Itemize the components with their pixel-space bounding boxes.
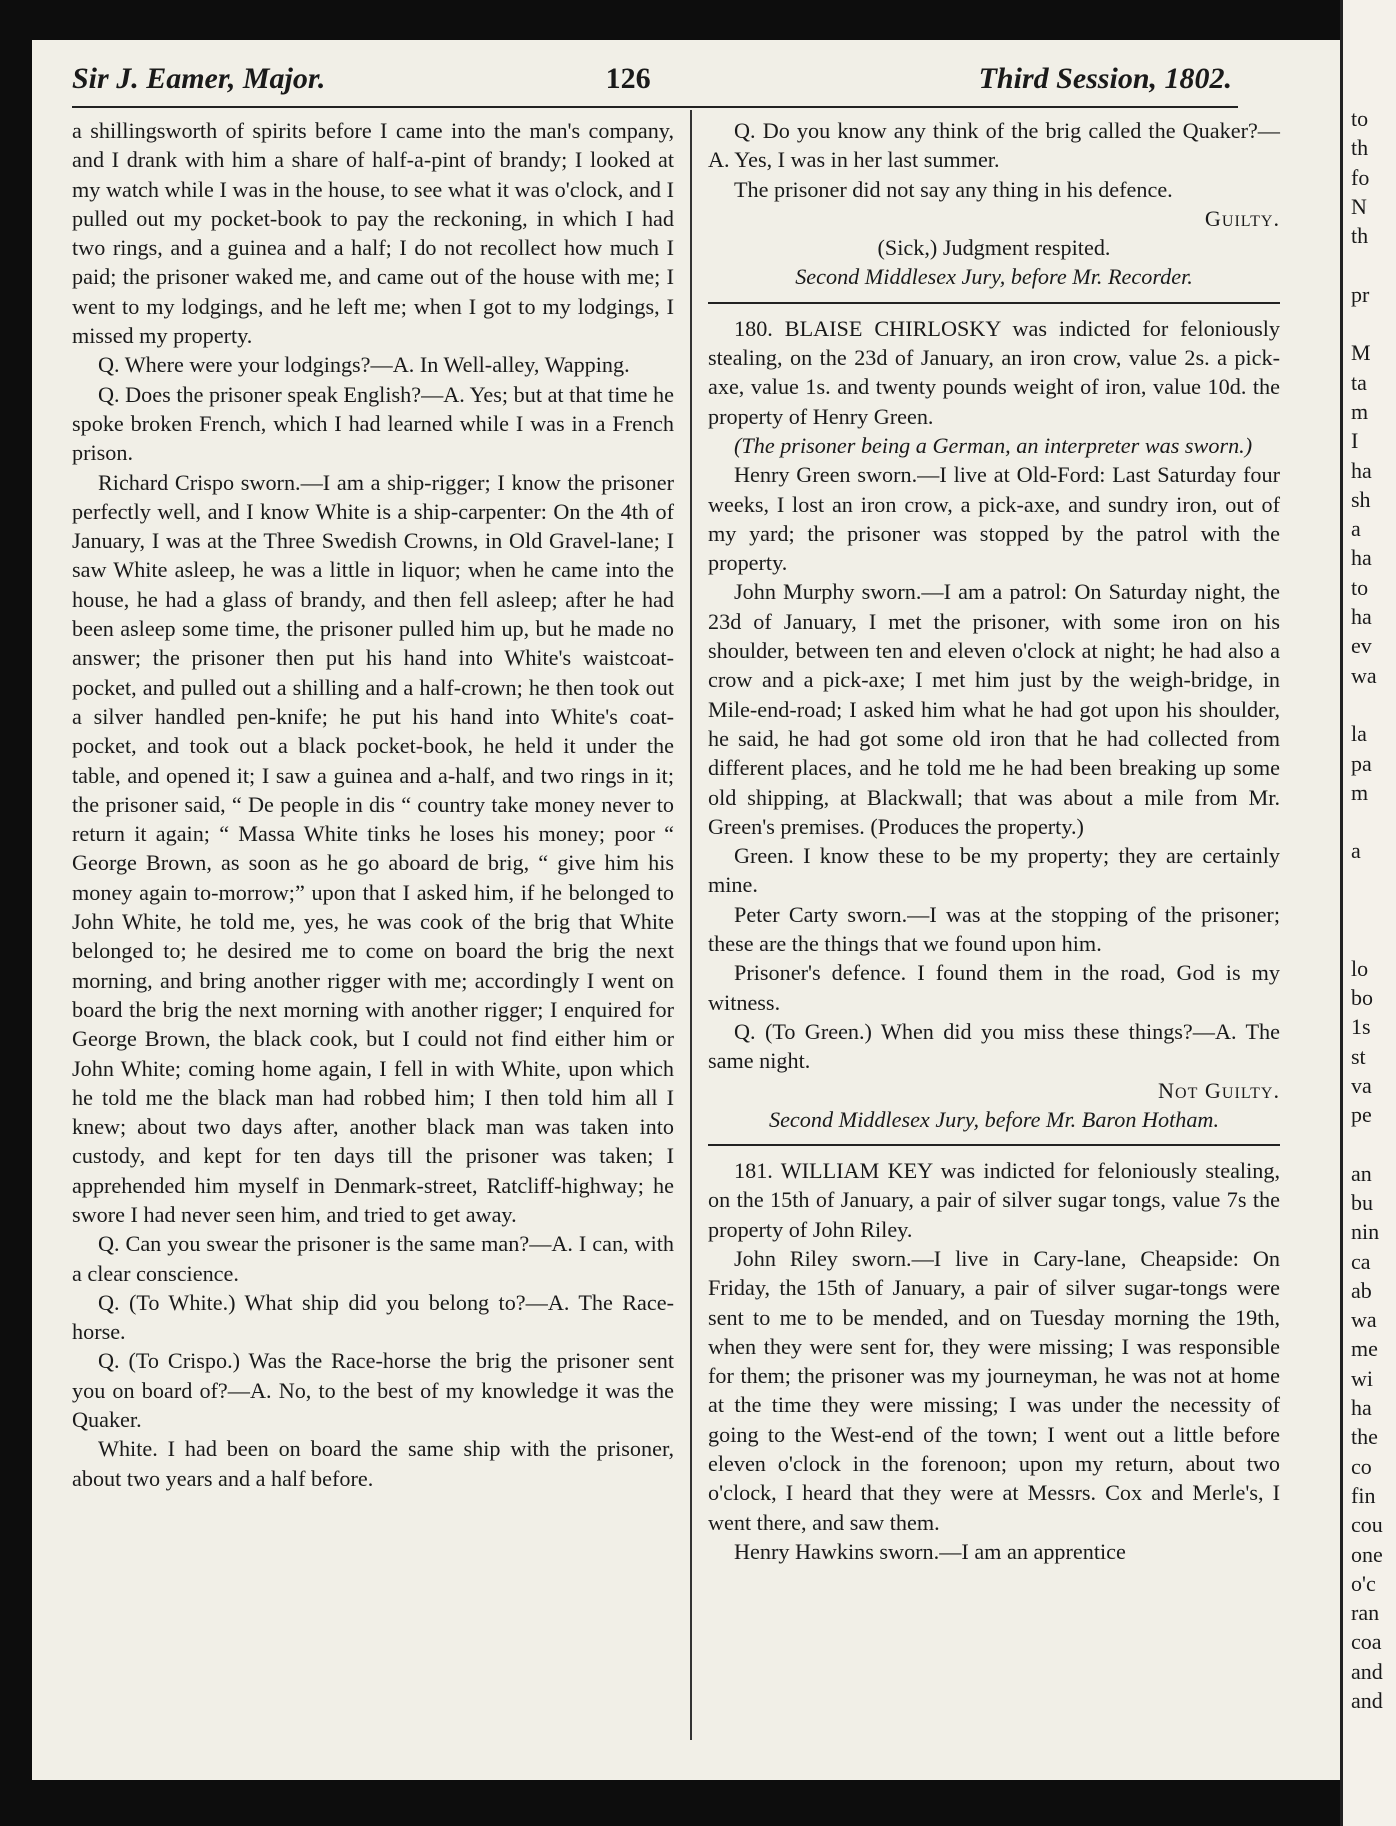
paragraph: John Riley sworn.—I live in Cary-lane, Cheapside: On Friday, the 15th of January, a pair of silver sugar-tongs were sent to me to be mended, and on Tuesday morning the 19th, when they were sent for, they were missing; I was responsible for them; the prisoner was my journeyman, he was not at home at the time they were missing; I was under the necessity of going to the West-end of the town; I went out a little before eleven o'clock in the forenoon; upon my return, about two o'clock, I heard that they were at Messrs. Cox and Merle's, I went there, and saw them. (708, 1245, 1280, 1535)
fragment-line: wa (1351, 662, 1377, 688)
sentence: (Sick,) Judgment respited. (877, 235, 1111, 261)
fragment-line: bo (1351, 984, 1373, 1010)
paragraph: Prisoner's defence. I found them in the road, God is my witness. (708, 960, 1280, 1015)
fragment-line: th (1351, 135, 1369, 161)
fragment-line (1351, 690, 1383, 719)
left-column (72, 116, 674, 1493)
paragraph: Q. (To White.) What ship did you belong to?—A. The Race-horse. (72, 1289, 674, 1345)
paragraph: John Murphy sworn.—I am a patrol: On Saturday night, the 23d of January, I met the prisoner, with some iron on his shoulder, between ten and eleven o'clock at night; he had also a crow and a pick-axe; I met him just by the weigh-bridge, in Mile-end-road; I asked him what he had got upon his shoulder, he said, he had got some old iron that he had collected from different places, and he told me he had been breaking up some old shipping, at Blackwall; that was about a mile from Mr. Green's premises. (Produces the property.) (708, 579, 1280, 839)
fragment-line: an (1351, 1160, 1372, 1186)
running-header (72, 62, 1232, 104)
paragraph: (The prisoner being a German, an interpreter was sworn.) (734, 432, 1253, 458)
column-divider (690, 110, 692, 1740)
fragment-line (1351, 924, 1383, 953)
header-rule (72, 106, 1238, 108)
fragment-line: N (1351, 193, 1367, 219)
verdict: Not Guilty. (1158, 1077, 1280, 1103)
paragraph: Henry Green sworn.—I live at Old-Ford: Last Saturday four weeks, I lost an iron crow, a pick-axe, and sundry iron, out of my yard; the prisoner was stopped by the patrol with the property. (708, 462, 1280, 576)
fragment-line: bu (1351, 1189, 1373, 1215)
fragment-line: ha (1351, 457, 1372, 483)
fragment-line: wi (1351, 1365, 1373, 1391)
fragment-line: and (1351, 1688, 1383, 1714)
fragment-line (1351, 807, 1383, 836)
fragment-line: to (1351, 106, 1369, 131)
paragraph: Q. (To Green.) When did you miss these things?—A. The same night. (708, 1018, 1280, 1074)
fragment-line: coa (1351, 1629, 1382, 1655)
fragment-line: ran (1351, 1600, 1380, 1626)
fragment-line: one (1351, 1541, 1383, 1567)
fragment-line: st (1351, 1043, 1366, 1069)
header-left: Sir J. Eamer, Major. (72, 62, 326, 95)
fragment-line: m (1351, 398, 1369, 424)
fragment-line: pa (1351, 750, 1372, 776)
paragraph: Q. Do you know any think of the brig called the Quaker?—A. Yes, I was in her last summer. (708, 118, 1280, 173)
fragment-line: the (1351, 1424, 1378, 1450)
fragment-line: me (1351, 1336, 1378, 1362)
fragment-line: pr (1351, 281, 1370, 307)
fragment-line: ev (1351, 633, 1372, 659)
fragment-line: m (1351, 779, 1369, 805)
case-separator (708, 302, 1280, 304)
paragraph: Green. I know these to be my property; they are certainly mine. (708, 843, 1280, 898)
header-right: Third Session, 1802. (978, 62, 1232, 95)
paragraph: Q. Can you swear the prisoner is the same man?—A. I can, with a clear conscience. (72, 1231, 674, 1286)
fragment-line: cou (1351, 1512, 1383, 1538)
fragment-line: fo (1351, 164, 1370, 190)
fragment-line: la (1351, 721, 1367, 747)
page-number: 126 (605, 62, 651, 95)
fragment-line (1351, 250, 1383, 279)
fragment-line: ab (1351, 1277, 1372, 1303)
paragraph: Richard Crispo sworn.—I am a ship-rigger; I know the prisoner perfectly well, and I know White is a ship-carpenter: On the 4th of January, I was at the Three Swedish Crowns, in Old Gravel-lane; I saw White asleep, he was a little in liquor; when he came into the house, he had a glass of brandy, and then fell asleep; after he had been asleep some time, the prisoner pulled him up, but he made no answer; the prisoner then put his hand into White's waistcoat-pocket, and pulled out a shilling and a half-crown; he then took out a silver handled pen-knife; he put his hand into White's coat-pocket, and took out a black pocket-book, he held it under the table, and opened it; I saw a guinea and a-half, and two rings in it; the prisoner said, “ De people in dis “ country take money never to return it again; “ Massa White tinks he loses his money; poor “ George Brown, as soon as he go aboard de brig, “ give him his money again to-morrow;” upon that I asked him, if he belonged to John White, he told me, yes, he was cook of the brig that White belonged to; he desired me to come on board the brig the next morning, and bring another rigger with me; accordingly I went on board the brig the next morning with another rigger; I enquired for George Brown, the black cook, but I could not find either him or John White; coming home again, I fell in with White, upon which he told me the black man had robbed him; I then told him all I knew; about two days after, another black man was taken into custody, and kept for ten days till the prisoner was taken; I apprehended him myself in Denmark-street, Ratcliff-highway; he swore I had never seen him, and tried to get away. (72, 469, 674, 1227)
fragment-line: va (1351, 1072, 1372, 1098)
paragraph: Q. Does the prisoner speak English?—A. Yes; but at that time he spoke broken French, which I had learned while I was in a French prison. (72, 381, 674, 466)
fragment-line: pe (1351, 1102, 1372, 1128)
fragment-line: to (1351, 574, 1369, 600)
jury-line: Second Middlesex Jury, before Mr. Recorder. (795, 264, 1193, 290)
case-separator (708, 1144, 1280, 1146)
book-page (32, 40, 1368, 1780)
case-heading: 180. BLAISE CHIRLOSKY was indicted for feloniously stealing, on the 23d of January, an iron crow, value 2s. a pick-axe, value 1s. and twenty pounds weight of iron, value 10d. the property of Henry Green. (708, 315, 1280, 429)
fragment-line: ha (1351, 604, 1372, 630)
fragment-line: a (1351, 838, 1361, 864)
paragraph: a shillingsworth of spirits before I came into the man's company, and I drank with him a share of half-a-pint of brandy; I looked at my watch while I was in the house, to see what it was o'clock, and I pulled out my pocket-book to pay the reckoning, in which I had two rings, and a guinea and a half; I do not recollect how much I paid; the prisoner waked me, and came out of the house with me; I went to my lodgings, and he left me; when I got to my lodgings, I missed my property. (72, 118, 674, 349)
fragment-line: th (1351, 223, 1369, 249)
paragraph: The prisoner did not say any thing in his defence. (734, 176, 1173, 202)
fragment-line: o'c (1351, 1570, 1376, 1596)
facing-page-fragments (1351, 104, 1383, 1715)
fragment-line: a (1351, 516, 1361, 542)
fragment-line (1351, 866, 1383, 895)
fragment-line: I (1351, 428, 1359, 454)
facing-page-edge (1340, 0, 1396, 1826)
fragment-line: 1s (1351, 1014, 1371, 1040)
fragment-line (1351, 1129, 1383, 1158)
jury-line: Second Middlesex Jury, before Mr. Baron Hotham. (768, 1106, 1220, 1132)
fragment-line: ha (1351, 545, 1372, 571)
fragment-line: ta (1351, 369, 1367, 395)
paragraph: White. I had been on board the same ship with the prisoner, about two years and a half before. (72, 1436, 674, 1491)
fragment-line: co (1351, 1453, 1372, 1479)
paragraph: Henry Hawkins sworn.—I am an apprentice (734, 1538, 1126, 1564)
fragment-line: and (1351, 1658, 1383, 1684)
fragment-line: sh (1351, 486, 1371, 512)
fragment-line: nin (1351, 1219, 1380, 1245)
fragment-line: fin (1351, 1482, 1376, 1508)
fragment-line (1351, 309, 1383, 338)
fragment-line (1351, 895, 1383, 924)
fragment-line: lo (1351, 955, 1369, 981)
fragment-line: wa (1351, 1307, 1377, 1333)
paragraph: Q. (To Crispo.) Was the Race-horse the brig the prisoner sent you on board of?—A. No, to the best of my knowledge it was the Quaker. (72, 1348, 674, 1433)
fragment-line: M (1351, 340, 1371, 366)
paragraph: Peter Carty sworn.—I was at the stopping of the prisoner; these are the things that we found upon him. (708, 901, 1280, 957)
right-column (708, 116, 1280, 1566)
case-heading: 181. WILLIAM KEY was indicted for feloniously stealing, on the 15th of January, a pair of silver sugar tongs, value 7s the property of John Riley. (708, 1158, 1280, 1242)
verdict: Guilty. (1204, 205, 1280, 231)
fragment-line: ca (1351, 1248, 1371, 1274)
paragraph: Q. Where were your lodgings?—A. In Well-alley, Wapping. (98, 352, 630, 378)
fragment-line: ha (1351, 1395, 1372, 1421)
